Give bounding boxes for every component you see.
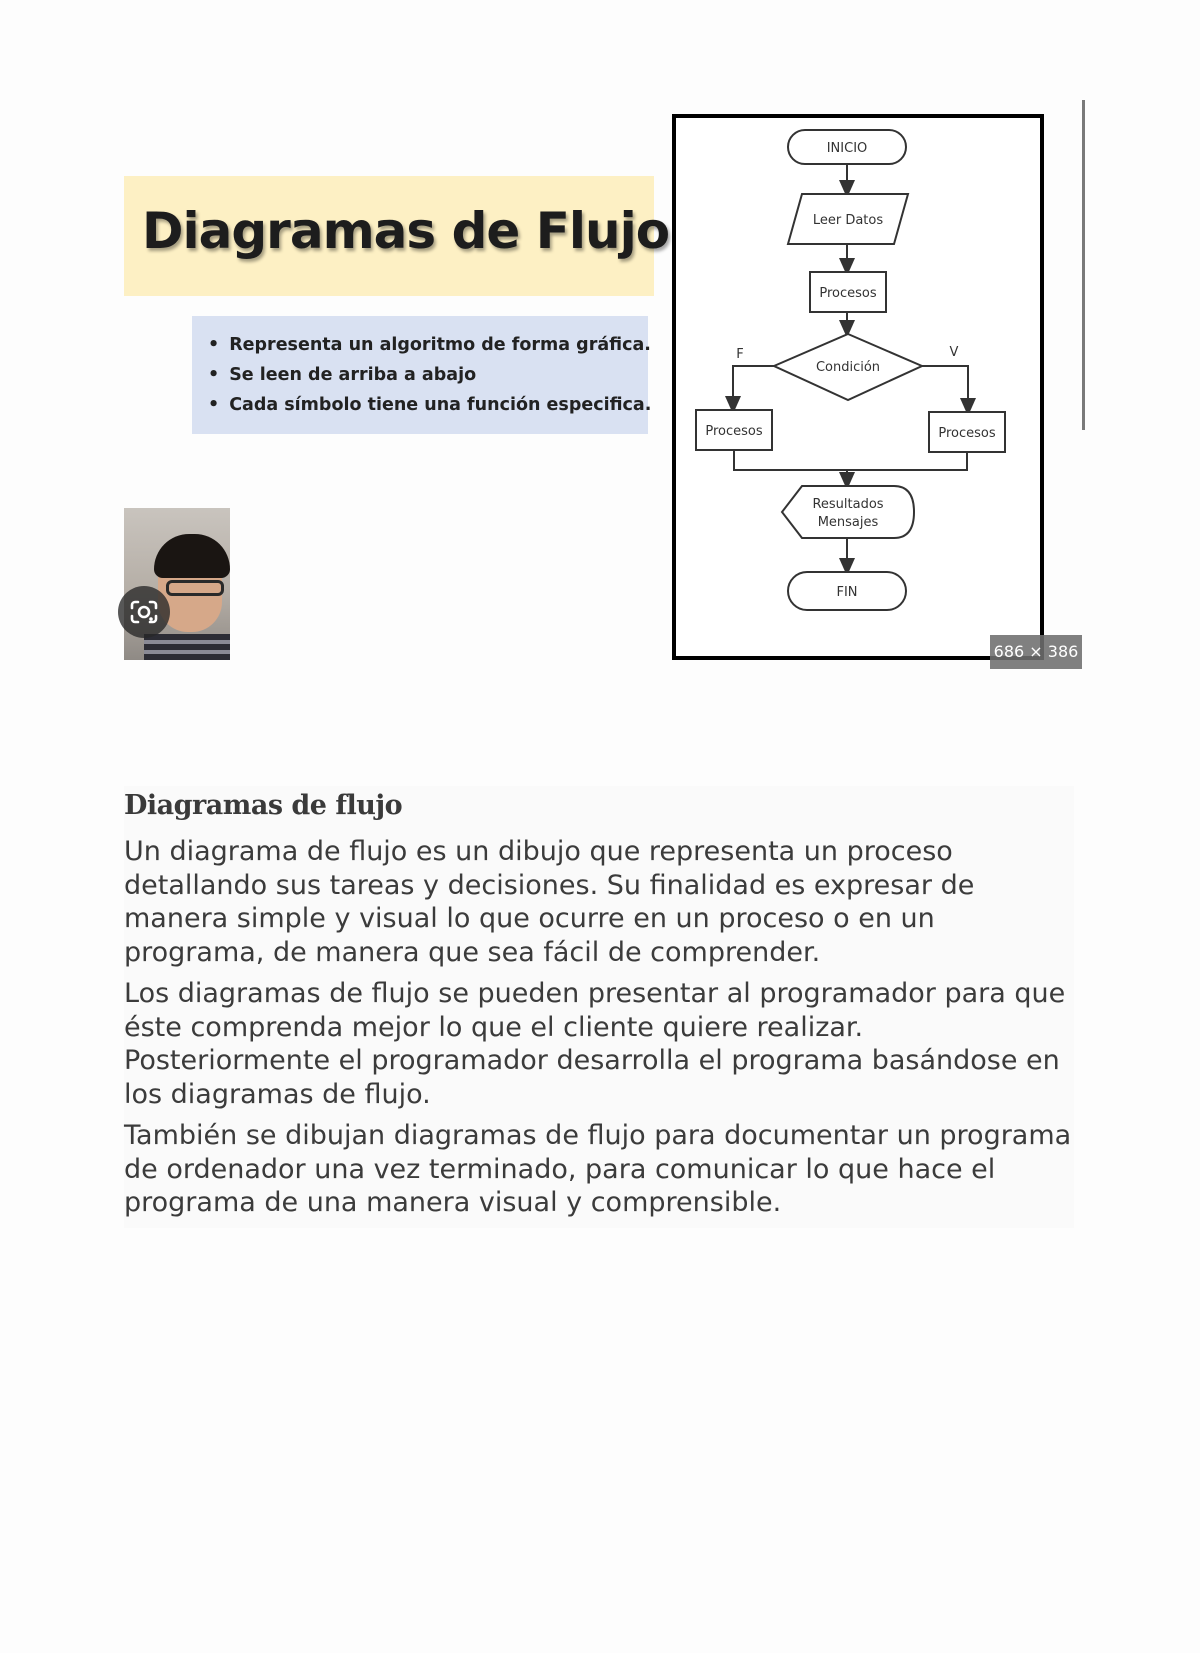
search-result-image[interactable] — [124, 100, 1086, 668]
start-label: INICIO — [826, 141, 868, 156]
process-label: Procesos — [819, 286, 877, 301]
end-label: FIN — [836, 585, 858, 600]
false-label: F — [736, 347, 744, 362]
camera-lens-icon[interactable] — [118, 586, 170, 638]
presenter-glasses — [166, 580, 224, 596]
slide-bullet: • Se leen de arriba a abajo — [208, 360, 638, 390]
output-label-line1: Resultados — [812, 497, 884, 512]
flowchart-diagram — [672, 114, 1044, 660]
merge-line-left — [734, 450, 847, 470]
slide-bullet-box — [192, 316, 652, 434]
article-paragraph: Los diagramas de flujo se pueden presentar al programador para que éste comprenda mejor lo que el cliente quiere realizar. Posteriormente el programador desarrolla el programa basándose en los diagramas de flujo. — [124, 978, 1066, 1110]
true-label: V — [949, 345, 959, 360]
article-heading: Diagramas de flujo — [124, 790, 403, 821]
article-text — [124, 786, 1074, 1228]
slide-title-band — [124, 176, 670, 296]
slide-bullet: • Cada símbolo tiene una función especifica. — [208, 390, 638, 420]
input-label: Leer Datos — [812, 213, 884, 228]
arrow-false-branch — [733, 366, 774, 406]
article-paragraph: Un diagrama de flujo es un dibujo que representa un proceso detallando sus tareas y decisiones. Su finalidad es expresar de manera simple y visual lo que ocurre en un proceso o en un programa, de manera que sea fácil de comprender. — [124, 836, 975, 968]
output-label-line2: Mensajes — [817, 515, 879, 530]
presenter-shirt — [144, 634, 230, 660]
process-left-label: Procesos — [705, 424, 763, 439]
arrow-true-branch — [922, 366, 968, 408]
scrollbar-line — [1082, 100, 1085, 430]
image-size-badge: 686 × 386 — [990, 635, 1082, 669]
merge-line-right — [847, 452, 967, 470]
presenter-hair — [154, 534, 230, 578]
process-right-label: Procesos — [938, 426, 996, 441]
article-paragraph: También se dibujan diagramas de flujo para documentar un programa de ordenador una vez terminado, para comunicar lo que hace el programa de una manera visual y comprensible. — [124, 1120, 1072, 1218]
decision-label: Condición — [815, 360, 881, 375]
slide-title: Diagramas de Flujo — [142, 202, 670, 260]
output-display-shape — [782, 486, 914, 538]
slide-bullet: • Representa un algoritmo de forma gráfica. — [208, 330, 638, 360]
